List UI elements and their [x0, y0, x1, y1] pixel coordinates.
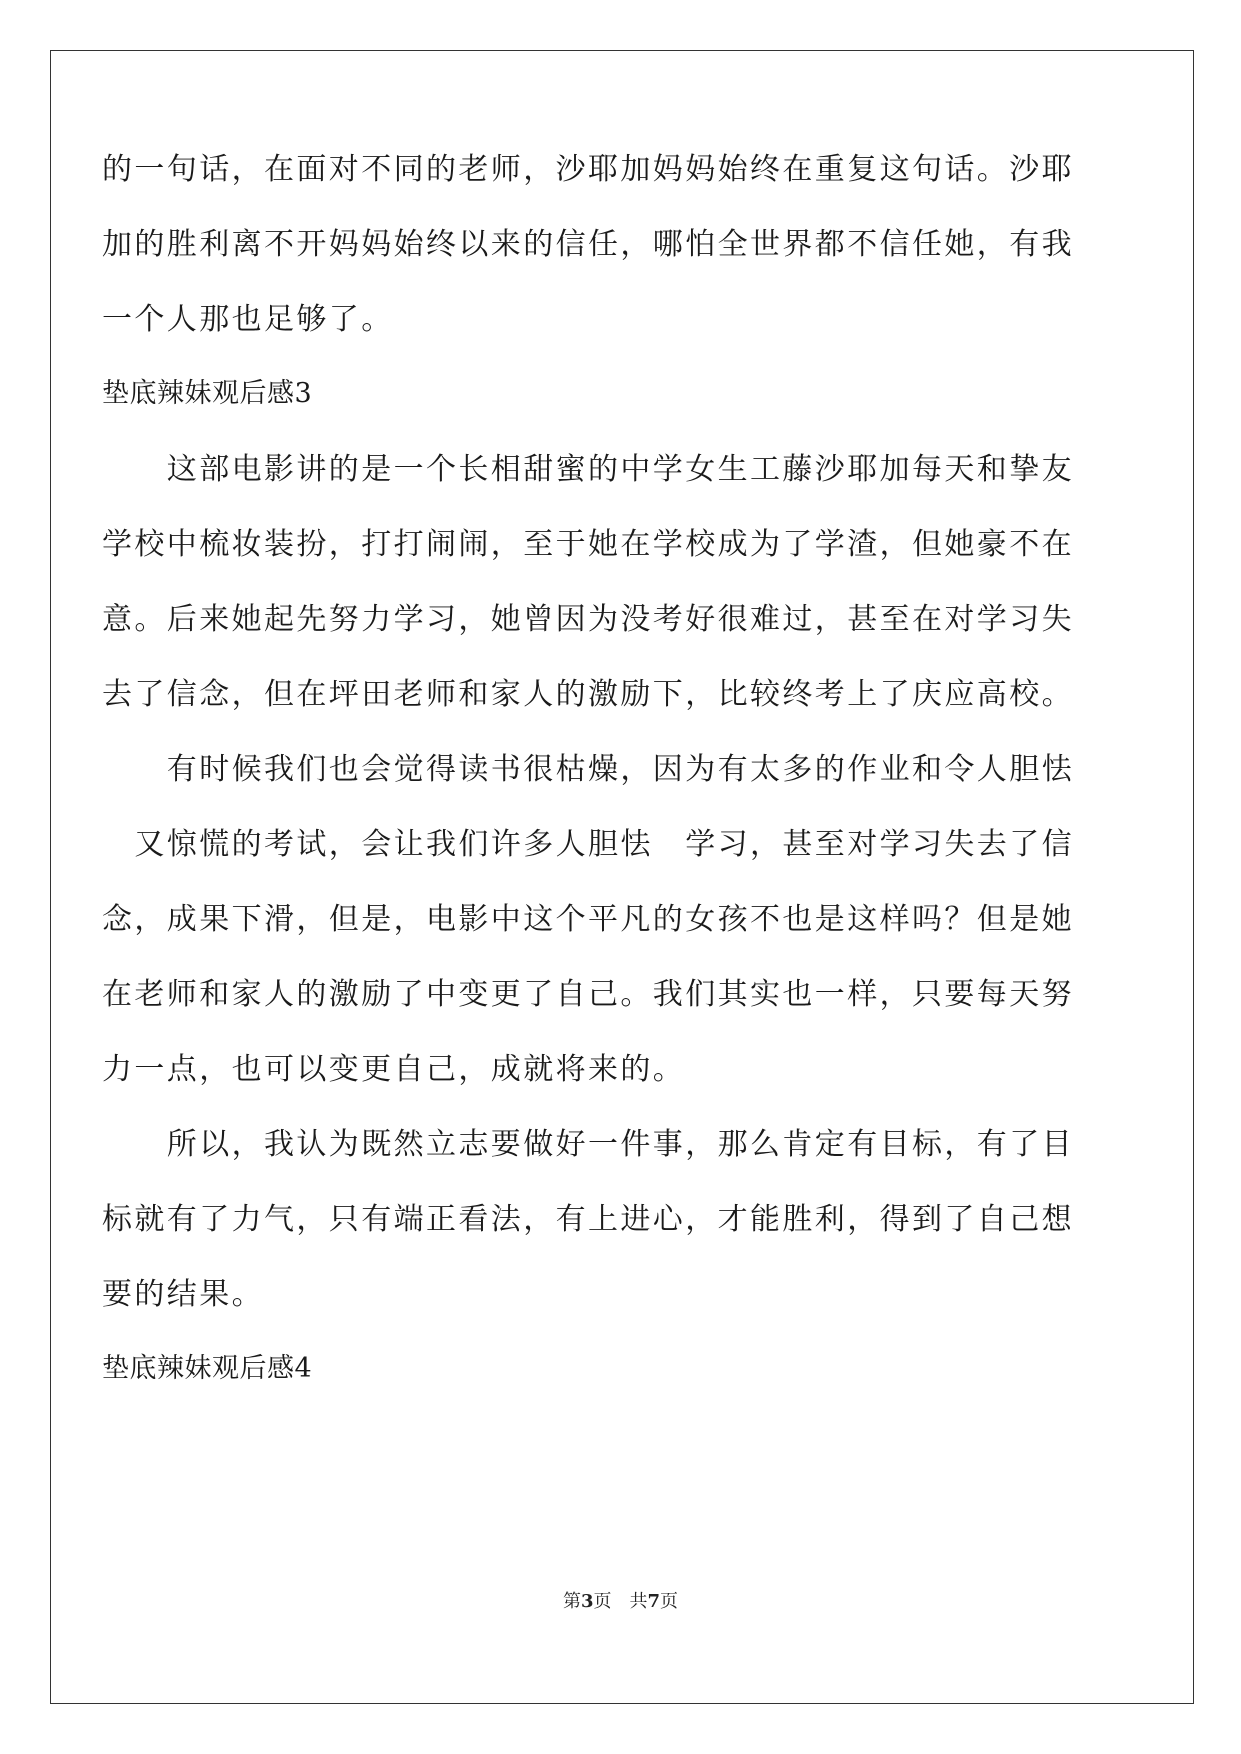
text-line: 加的胜利离不开妈妈始终以来的信任，哪怕全世界都不信任她，有我: [102, 227, 1074, 262]
page-border: [50, 50, 1194, 1704]
text-line: 这部电影讲的是一个长相甜蜜的中学女生工藤沙耶加每天和挚友: [102, 452, 1074, 487]
text-line: 去了信念，但在坪田老师和家人的激励下，比较终考上了庆应高校。: [102, 677, 1074, 712]
text-line: 意。后来她起先努力学习，她曾因为没考好很难过，甚至在对学习失: [102, 602, 1074, 637]
text-line: 要的结果。: [102, 1277, 264, 1312]
text-line: 的一句话，在面对不同的老师，沙耶加妈妈始终在重复这句话。沙耶: [102, 152, 1074, 187]
page-footer: [0, 1591, 1241, 1613]
section-heading: 垫底辣妹观后感3: [102, 378, 313, 409]
text-line: 学校中梳妆装扮，打打闹闹，至于她在学校成为了学渣，但她豪不在: [102, 527, 1074, 562]
text-line: 又惊慌的考试，会让我们许多人胆怯 学习，甚至对学习失去了信: [102, 827, 1074, 862]
page-prefix: 第: [562, 1591, 581, 1612]
total-suffix: 页: [660, 1591, 679, 1612]
section-heading: 垫底辣妹观后感4: [102, 1353, 313, 1384]
page-total: 7: [647, 1591, 661, 1612]
text-line: 念，成果下滑，但是，电影中这个平凡的女孩不也是这样吗？但是她: [102, 902, 1074, 937]
page-suffix: 页: [593, 1591, 612, 1612]
total-prefix: 共: [629, 1591, 648, 1612]
text-line: 力一点，也可以变更自己，成就将来的。: [102, 1052, 686, 1087]
text-line: 所以，我认为既然立志要做好一件事，那么肯定有目标，有了目: [102, 1127, 1074, 1162]
text-line: 有时候我们也会觉得读书很枯燥，因为有太多的作业和令人胆怯: [102, 752, 1074, 787]
page-current: 3: [580, 1591, 594, 1612]
text-line: 标就有了力气，只有端正看法，有上进心，才能胜利，得到了自己想: [102, 1202, 1074, 1237]
text-line: 一个人那也足够了。: [102, 302, 394, 337]
text-line: 在老师和家人的激励了中变更了自己。我们其实也一样，只要每天努: [102, 977, 1074, 1012]
